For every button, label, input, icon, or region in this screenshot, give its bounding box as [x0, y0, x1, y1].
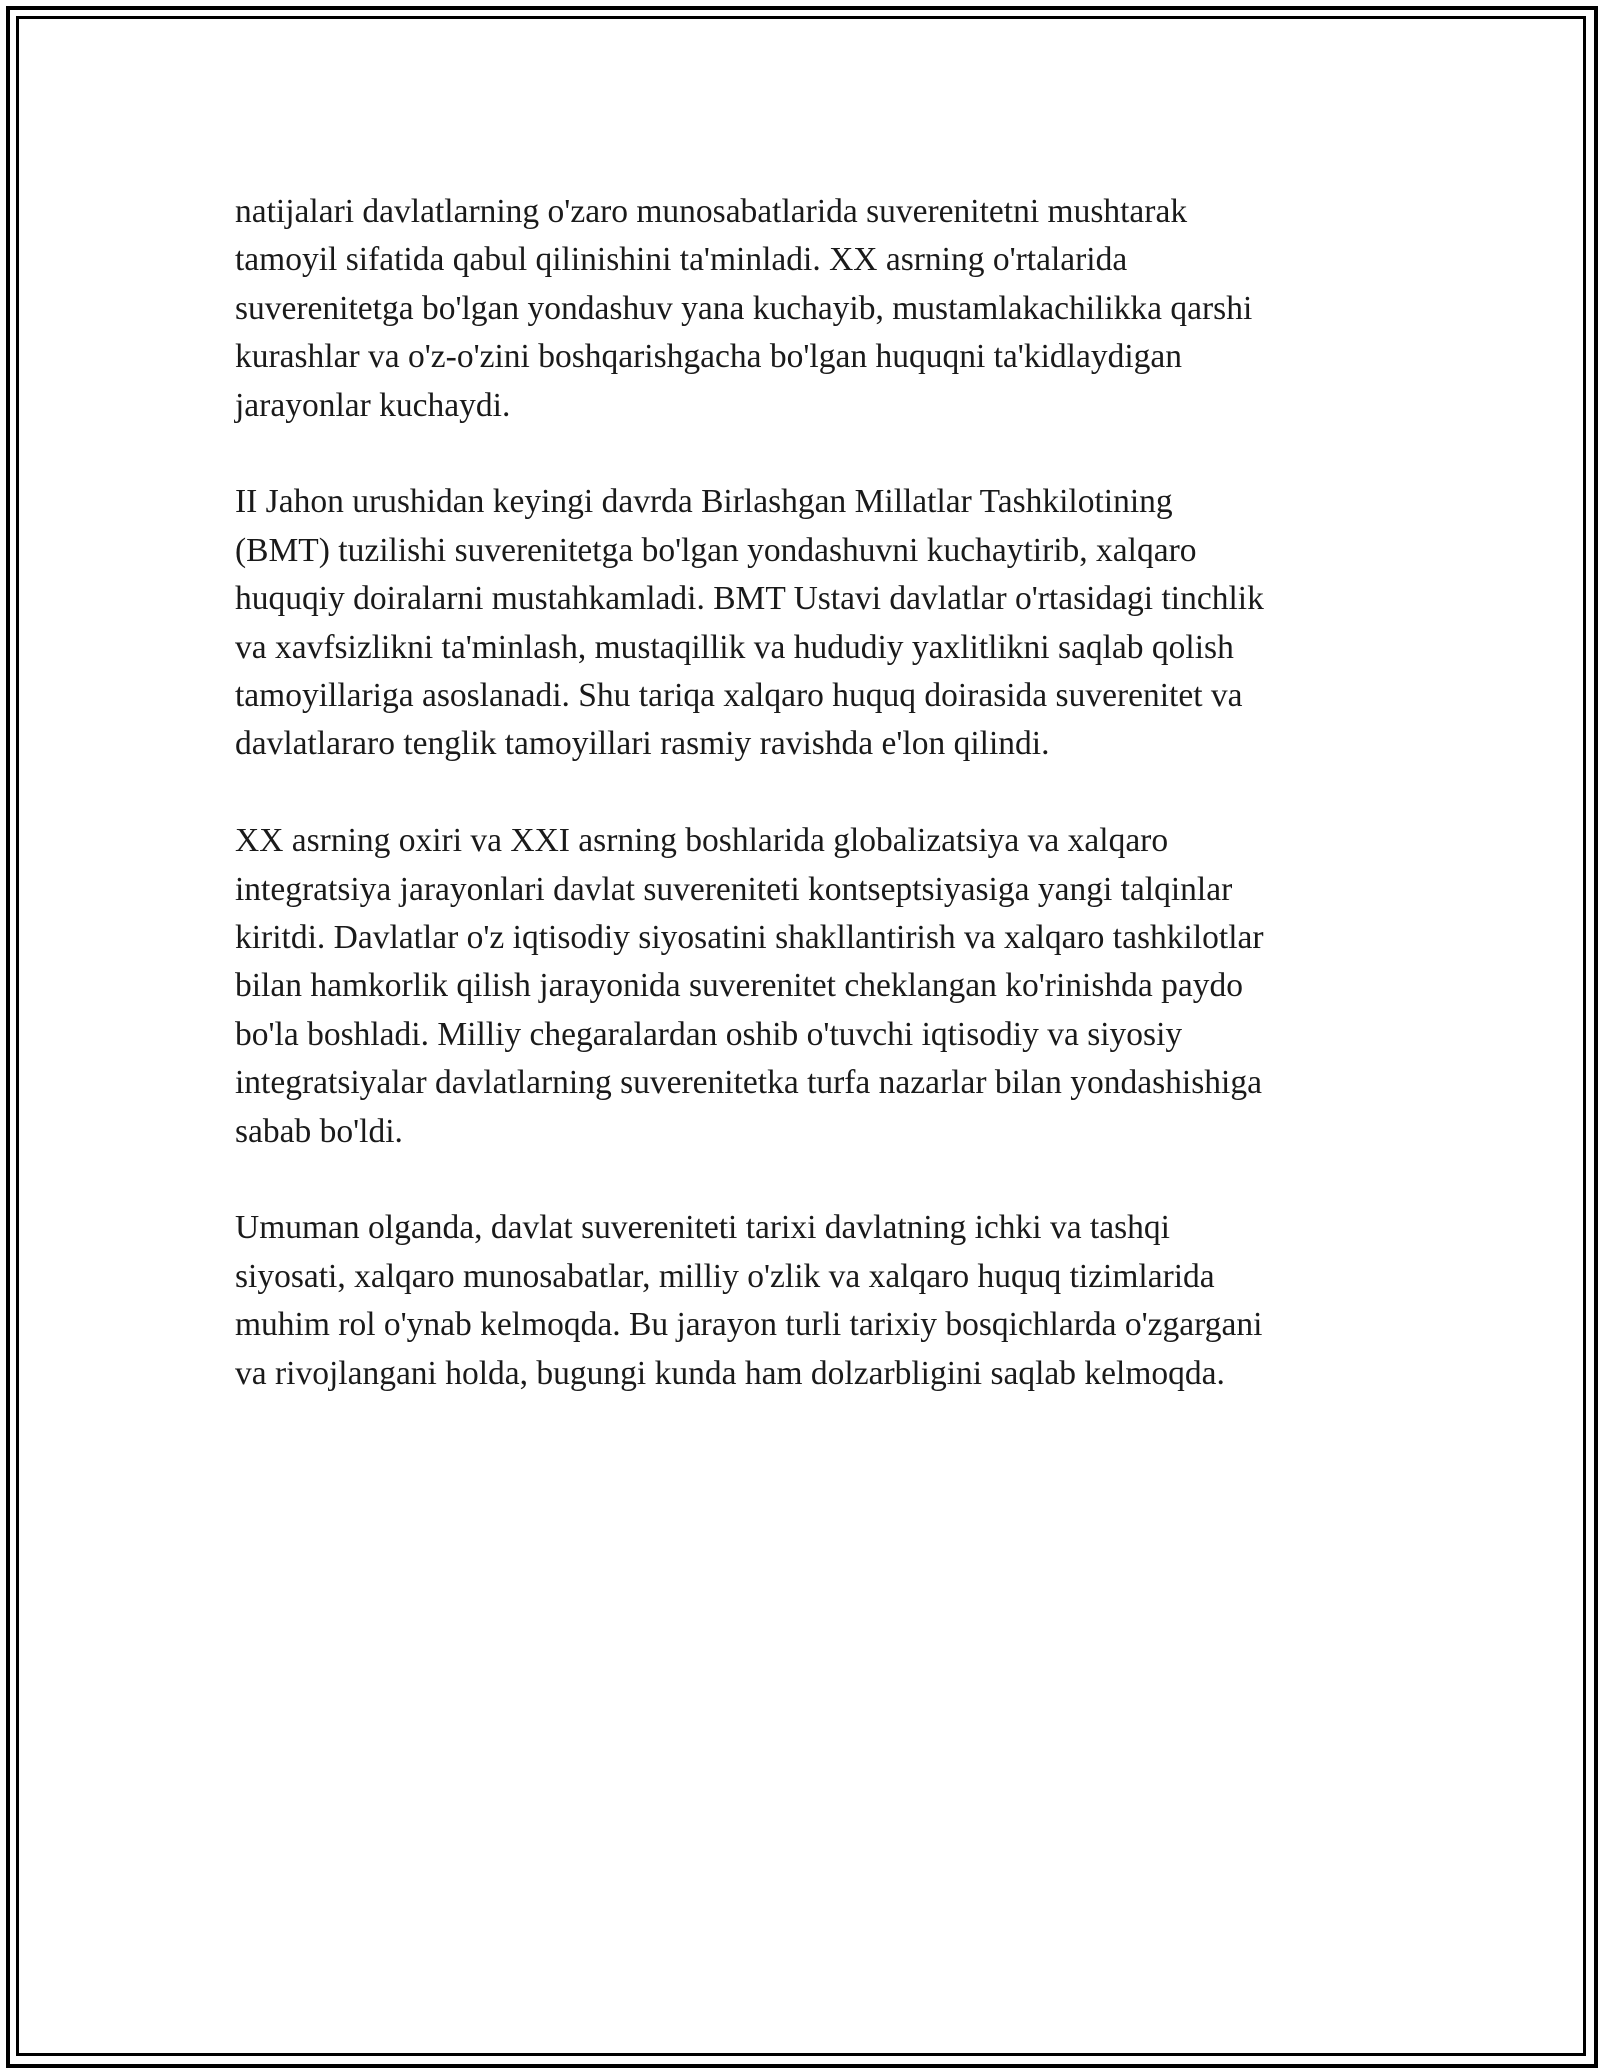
text-line: II Jahon urushidan keyingi davrda Birlashgan Millatlar Tashkilotining — [235, 483, 1173, 521]
text-line: integratsiya jarayonlari davlat suvereniteti kontseptsiyasiga yangi talqinlar — [235, 870, 1233, 908]
text-line: kurashlar va o'z-o'zini boshqarishgacha bo'lgan huquqni ta'kidlaydigan — [235, 338, 1182, 376]
text-line: suverenitetga bo'lgan yondashuv yana kuchayib, mustamlakachilikka qarshi — [235, 289, 1253, 327]
text-line: tamoyil sifatida qabul qilinishini ta'minladi. XX asrning o'rtalarida — [235, 241, 1128, 279]
text-line: muhim rol o'ynab kelmoqda. Bu jarayon turli tarixiy bosqichlarda o'zgargani — [235, 1306, 1263, 1344]
text-line: (BMT) tuzilishi suverenitetga bo'lgan yondashuvni kuchaytirib, xalqaro — [235, 531, 1197, 569]
text-line: sabab bo'ldi. — [235, 1112, 403, 1150]
text-line: va xavfsizlikni ta'minlash, mustaqillik va hududiy yaxlitlikni saqlab qolish — [235, 628, 1234, 666]
text-line: bo'la boshladi. Milliy chegaralardan oshib o'tuvchi iqtisodiy va siyosiy — [235, 1015, 1183, 1053]
text-line: siyosati, xalqaro munosabatlar, milliy o'zlik va xalqaro huquq tizimlarida — [235, 1257, 1215, 1295]
paragraph — [235, 188, 1365, 430]
text-line: tamoyillariga asoslanadi. Shu tariqa xalqaro huquq doirasida suverenitet va — [235, 677, 1243, 715]
text-line: bilan hamkorlik qilish jarayonida suverenitet cheklangan ko'rinishda paydo — [235, 967, 1243, 1005]
document-body — [235, 188, 1365, 1398]
text-line: kiritdi. Davlatlar o'z iqtisodiy siyosatini shakllantirish va xalqaro tashkilotlar — [235, 919, 1264, 957]
paragraph — [235, 817, 1365, 1156]
text-line: huquqiy doiralarni mustahkamladi. BMT Ustavi davlatlar o'rtasidagi tinchlik — [235, 580, 1264, 618]
text-line: davlatlararo tenglik tamoyillari rasmiy ravishda e'lon qilindi. — [235, 725, 1050, 763]
text-line: XX asrning oxiri va XXI asrning boshlarida globalizatsiya va xalqaro — [235, 822, 1169, 860]
paragraph — [235, 1204, 1365, 1398]
text-line: natijalari davlatlarning o'zaro munosabatlarida suverenitetni mushtarak — [235, 193, 1188, 230]
text-line: jarayonlar kuchaydi. — [235, 386, 511, 424]
text-line: va rivojlangani holda, bugungi kunda ham dolzarbligini saqlab kelmoqda. — [235, 1354, 1225, 1392]
paragraph — [235, 478, 1365, 768]
text-line: integratsiyalar davlatlarning suverenitetka turfa nazarlar bilan yondashishiga — [235, 1064, 1262, 1102]
text-line: Umuman olganda, davlat suvereniteti tarixi davlatning ichki va tashqi — [235, 1209, 1170, 1247]
